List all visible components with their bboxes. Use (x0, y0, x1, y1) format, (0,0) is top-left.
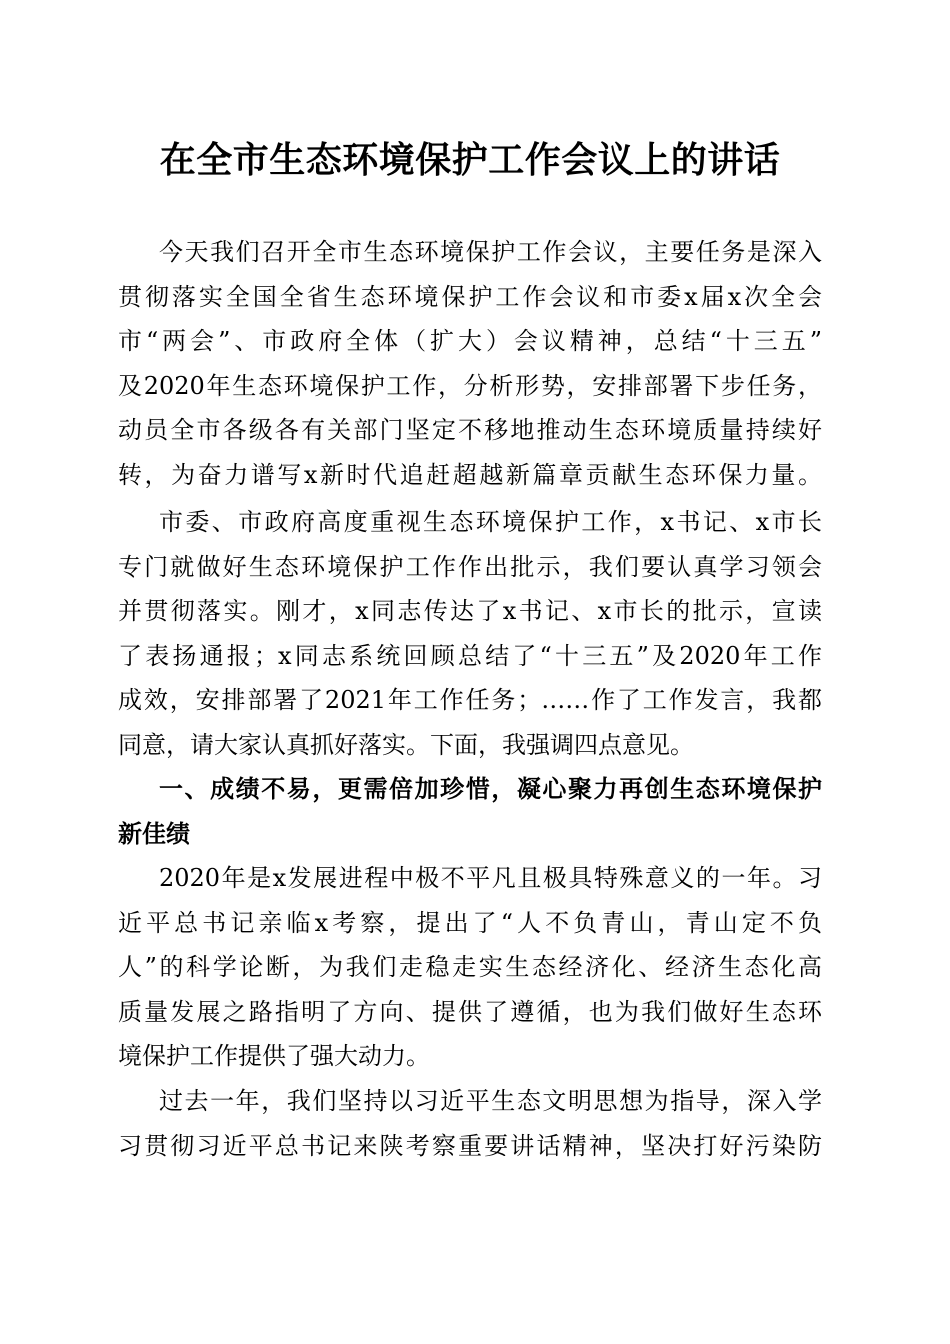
text-line: 近平总书记亲临x考察，提出了“人不负青山，青山定不负 (118, 908, 822, 937)
paragraph-4 (118, 1079, 822, 1168)
text-line: 动员全市各级各有关部门坚定不移地推动生态环境质量持续好 (118, 416, 822, 444)
heading-line: 新佳绩 (118, 819, 190, 848)
text-line: 市“两会”、市政府全体（扩大）会议精神，总结“十三五” (118, 327, 822, 355)
text-line: 了表扬通报；x同志系统回顾总结了“十三五”及2020年工作 (118, 641, 822, 670)
text-line: 质量发展之路指明了方向、提供了遵循，也为我们做好生态环 (118, 997, 822, 1026)
text-line: 人”的科学论断，为我们走稳走实生态经济化、经济生态化高 (118, 953, 822, 981)
section-heading-1 (118, 767, 822, 856)
text-line: 今天我们召开全市生态环境保护工作会议，主要任务是深入 (159, 238, 822, 266)
text-line: 成效，安排部署了2021年工作任务；……作了工作发言，我都 (118, 686, 822, 714)
text-line: 2020年是x发展进程中极不平凡且极具特殊意义的一年。习 (159, 864, 822, 892)
paragraph-1 (118, 230, 822, 497)
text-line: 境保护工作提供了强大动力。 (118, 1042, 430, 1070)
text-line: 市委、市政府高度重视生态环境保护工作，x书记、x市长 (159, 508, 822, 536)
paragraph-2 (118, 500, 822, 767)
document-title: 在全市生态环境保护工作会议上的讲话 (159, 139, 781, 181)
text-line: 转，为奋力谱写x新时代追赶超越新篇章贡献生态环保力量。 (118, 460, 822, 489)
text-line: 专门就做好生态环境保护工作作出批示，我们要认真学习领会 (118, 552, 822, 581)
text-line: 同意，请大家认真抓好落实。下面，我强调四点意见。 (118, 730, 694, 759)
paragraph-3 (118, 856, 822, 1079)
text-line: 过去一年，我们坚持以习近平生态文明思想为指导，深入学 (159, 1087, 822, 1115)
text-line: 贯彻落实全国全省生态环境保护工作会议和市委x届x次全会 (118, 282, 822, 311)
text-line: 并贯彻落实。刚才，x同志传达了x书记、x市长的批示，宣读 (118, 597, 822, 625)
text-line: 及2020年生态环境保护工作，分析形势，安排部署下步任务， (118, 371, 822, 400)
text-line: 习贯彻习近平总书记来陕考察重要讲话精神，坚决打好污染防 (118, 1131, 822, 1160)
heading-line: 一、成绩不易，更需倍加珍惜，凝心聚力再创生态环境保护 (159, 775, 822, 803)
